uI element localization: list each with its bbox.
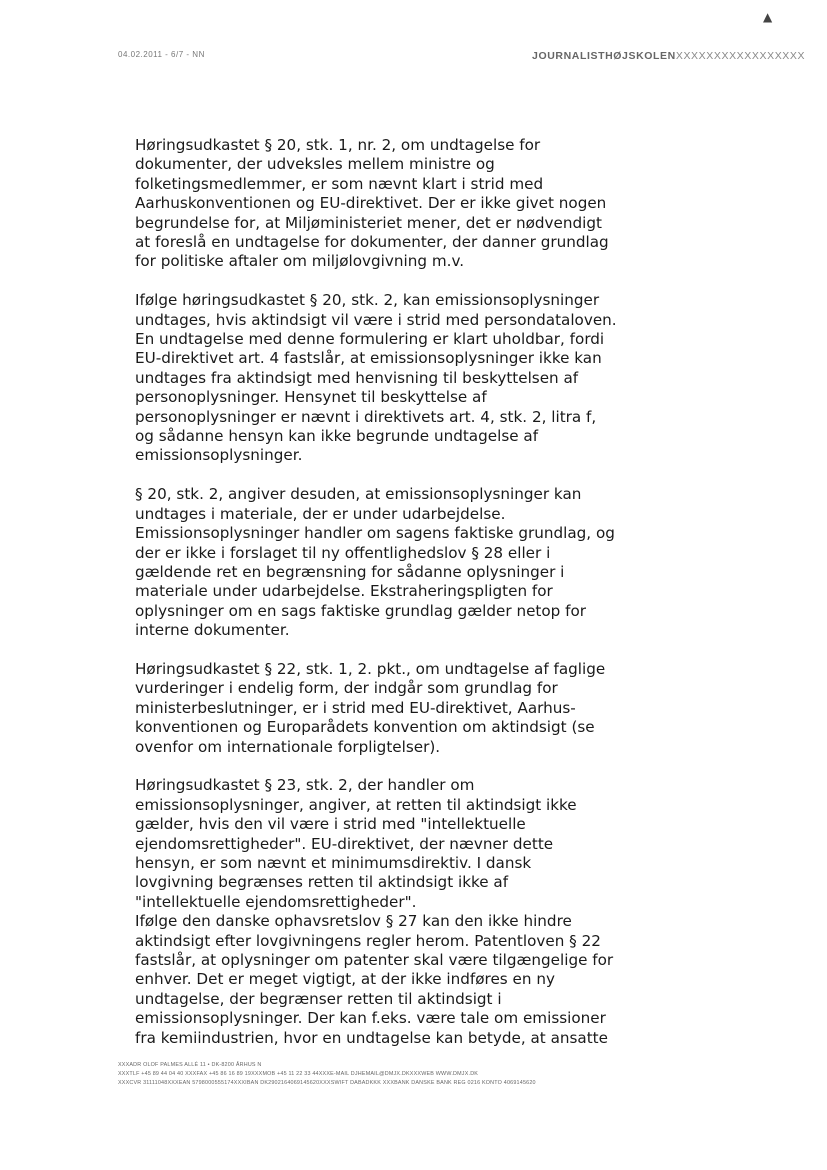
paragraph-1: Høringsudkastet § 20, stk. 1, nr. 2, om undtagelse for dokumenter, der udveksles mellem ministre og folketingsmedlemmer, er som nævnt klart i strid med Aarhuskonventionen og EU-direktivet. Der er ikke givet nogen begrundelse for, at Miljøministeriet mener, det er nødvendigt at foreslå en undtagelse for dokumenter, der danner grundlag for politiske aftaler om miljølovgivning m.v. [135,136,609,271]
paragraph-2: Ifølge høringsudkastet § 20, stk. 2, kan emissionsoplysninger undtages, hvis aktindsigt vil være i strid med persondataloven. En undtagelse med denne formulering er klart uholdbar, fordi EU-direktivet art. 4 fastslår, at emissionsoplysninger ikke kan undtages fra aktindsigt med henvisning til beskyttelsen af personoplysninger. Hensynet til beskyttelse af personoplysninger er nævnt i direktivets art. 4, stk. 2, litra f, og sådanne hensyn kan ikke begrunde undtagelse af emissionsoplysninger. [135,291,617,465]
body-text [135,136,785,1067]
paragraph-6: Ifølge den danske ophavsretslov § 27 kan den ikke hindre aktindsigt efter lovgivningens regler herom. Patentloven § 22 fastslår, at oplysninger om patenter skal være tilgængelige for enhver. Det er meget vigtigt, at der ikke indføres en ny undtagelse, der begrænser retten til aktindsigt i emissionsoplysninger. Der kan f.eks. være tale om emissioner fra kemiindustrien, hvor en undtagelse kan betyde, at ansatte [135,912,614,1047]
footer-contact: XXXTLF +45 89 44 04 40 XXXFAX +45 86 16 89 19XXXMOB +45 11 22 33 44XXXE-MAIL DJHEMAIL@DMJX.DKXXXWEB WWW.DMJX.DK [118,1071,479,1077]
brand-filler: XXXXXXXXXXXXXXXXX [675,50,806,62]
footer-address: XXXADR OLOF PALMES ALLÉ 11 • DK-8200 ÅRHUS N [118,1062,262,1068]
paragraph-4: Høringsudkastet § 22, stk. 1, 2. pkt., om undtagelse af faglige vurderinger i endelig form, der indgår som grundlag for ministerbeslutninger, er i strid med EU-direktivet, Aarhus- konventionen og Europarådets konvention om aktindsigt (se ovenfor om internationale forpligtelser). [135,659,606,756]
paragraph-5: Høringsudkastet § 23, stk. 2, der handler om emissionsoplysninger, angiver, at retten til aktindsigt ikke gælder, hvis den vil være i strid med "intellektuelle ejendomsrettigheder". EU-direktivet, der nævner dette hensyn, er som nævnt et minimumsdirektiv. I dansk lovgivning begrænses retten til aktindsigt ikke af "intellektuelle ejendomsrettigheder". [135,776,577,911]
header-date-ref: 04.02.2011 - 6/7 - NN [118,50,205,59]
footer-bank: XXXCVR 31111048XXXEAN 5798000555174XXXIBAN DK2902164069145620XXXSWIFT DABADKKK XXXBANK DANSKE BANK REG 0216 KONTO 4069145620 [118,1080,536,1086]
paragraph-3: § 20, stk. 2, angiver desuden, at emissionsoplysninger kan undtages i materiale, der er under udarbejdelse. Emissionsoplysninger handler om sagens faktiske grundlag, og der er ikke i forslaget til ny offentlighedslov § 28 eller i gældende ret en begrænsning for sådanne oplysninger i materiale under udarbejdelse. Ekstraheringspligten for oplysninger om en sags faktiske grundlag gælder netop for interne dokumenter. [135,485,615,640]
header-brand [532,50,805,62]
corner-mark: ▲ [763,10,773,24]
letterhead-footer [118,1061,808,1088]
brand-name: JOURNALISTHØJSKOLEN [532,50,676,62]
